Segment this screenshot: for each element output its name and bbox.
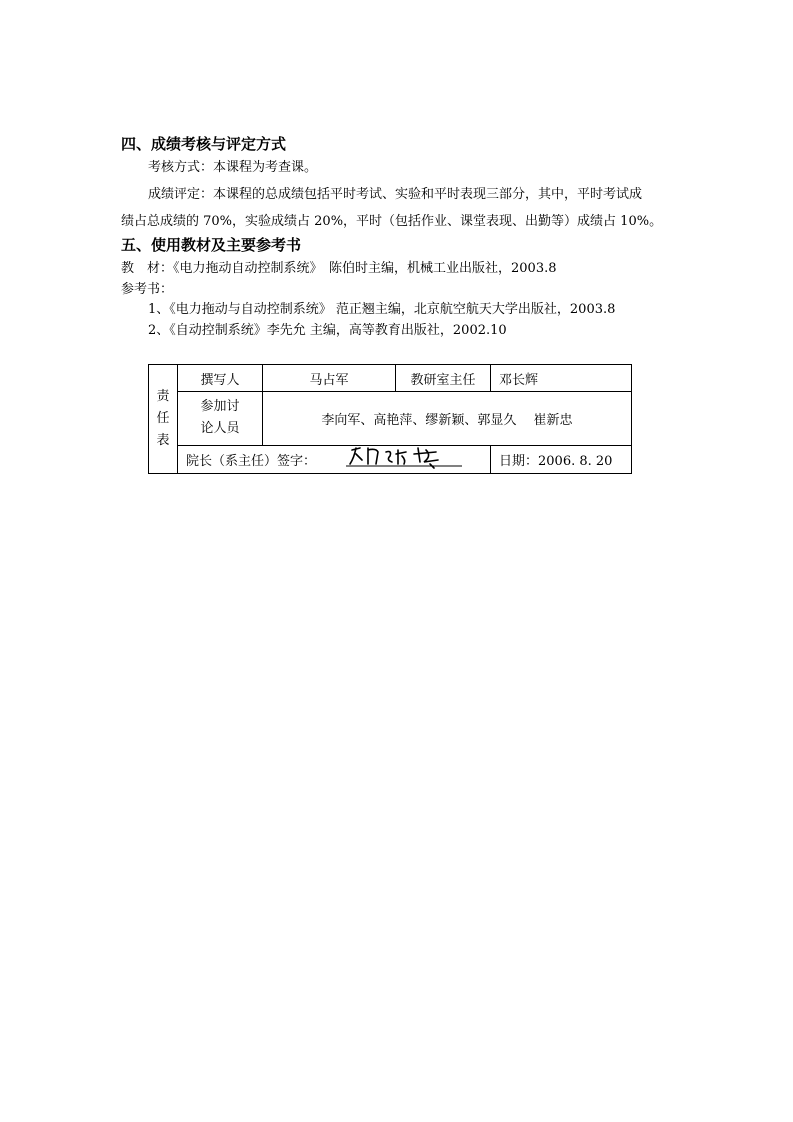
director-name: 邓长辉 — [491, 365, 632, 392]
author-label: 撰写人 — [178, 365, 263, 392]
section-5-heading: 五、使用教材及主要参考书 — [121, 236, 302, 254]
grading-line-1: 成绩评定：本课程的总成绩包括平时考试、实验和平时表现三部分，其中，平时考试成 — [148, 187, 643, 202]
responsibility-table — [148, 364, 632, 474]
handwritten-signature — [346, 442, 466, 472]
dean-signature-cell — [178, 445, 491, 473]
signature-date: 日期：2006. 8. 20 — [491, 445, 632, 473]
references-label: 参考书： — [121, 282, 174, 297]
reference-2: 2、《自动控制系统》李先允 主编，高等教育出版社，2002.10 — [148, 323, 507, 338]
director-label: 教研室主任 — [396, 365, 491, 392]
reference-1: 1、《电力拖动与自动控制系统》 范正翘主编，北京航空航天大学出版社，2003.8 — [148, 302, 616, 317]
participants-names: 李向军、高艳萍、缪新颖、郭显久 崔新忠 — [263, 392, 632, 445]
participants-label: 参加讨 论人员 — [178, 392, 263, 445]
textbook-line: 教 材：《电力拖动自动控制系统》 陈伯时主编，机械工业出版社，2003.8 — [121, 261, 557, 276]
author-name: 马占军 — [263, 365, 396, 392]
dean-signature-label: 院长（系主任）签字： — [186, 453, 317, 469]
responsibility-side-label: 责 任 表 — [149, 365, 178, 474]
assessment-method: 考核方式：本课程为考查课。 — [148, 160, 318, 175]
grading-line-2: 绩占总成绩的 70%，实验成绩占 20%，平时（包括作业、课堂表现、出勤等）成绩占 10%。 — [121, 214, 663, 229]
section-4-heading: 四、成绩考核与评定方式 — [121, 135, 287, 153]
